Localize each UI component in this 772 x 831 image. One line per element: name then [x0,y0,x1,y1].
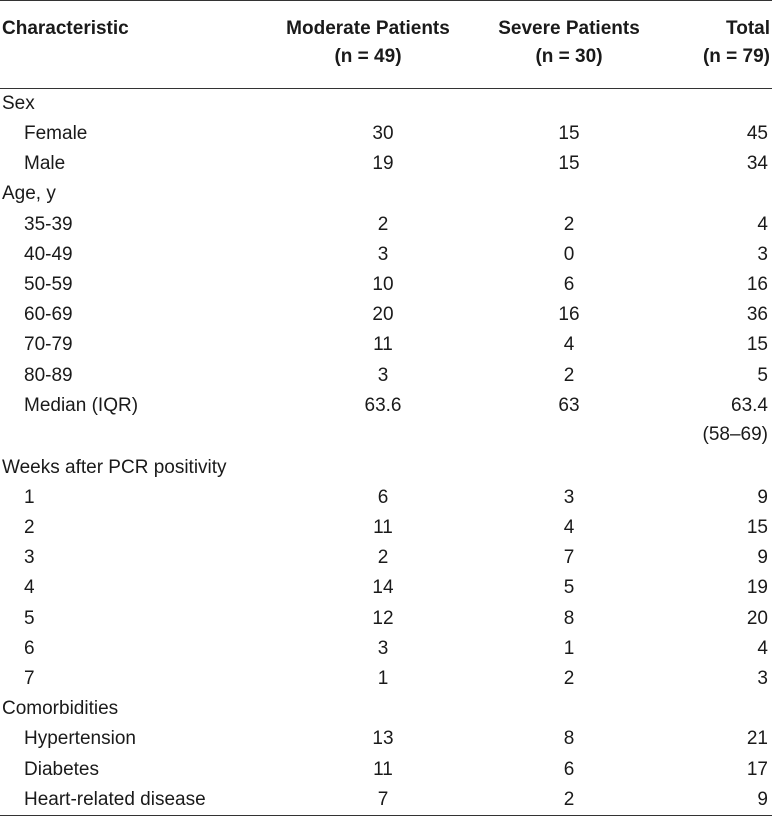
table-row [0,119,772,149]
cell-total: 3 [757,668,768,689]
header-total-title: Total [726,18,770,39]
median-total-iqr: (58–69) [702,423,768,445]
cell-severe: 3 [563,486,575,508]
table-row [0,724,772,754]
table-row [0,270,772,300]
row-label: 50-59 [24,273,73,295]
cell-total: 3 [757,243,768,265]
cell-severe: 0 [563,243,575,265]
cell-moderate: 7 [262,785,474,816]
row-label: 70-79 [24,334,73,356]
cell-severe: 63 [558,394,580,416]
cell-severe: 2 [563,213,575,235]
section-row-comorbidities [0,694,772,724]
cell-moderate: 11 [373,758,393,780]
cell-total: 17 [746,758,768,780]
table-row [0,543,772,573]
cell-total: 19 [746,577,768,599]
row-label: Diabetes [24,758,99,780]
header-moderate-title: Moderate Patients [286,18,450,39]
cell-severe: 16 [558,304,580,326]
header-severe-n: (n = 30) [535,46,603,67]
cell-moderate: 14 [372,577,394,599]
row-label: 80-89 [24,364,73,386]
row-label: 35-39 [24,213,73,235]
section-row-age [0,179,772,209]
cell-moderate: 3 [377,243,389,265]
table-row [0,300,772,330]
cell-moderate: 1 [377,668,389,689]
section-row-sex [0,89,772,120]
cell-moderate: 10 [372,273,394,295]
cell-moderate: 63.6 [364,394,402,416]
header-severe-title: Severe Patients [498,18,640,39]
table-row [0,634,772,664]
table-row [0,513,772,543]
table-row [0,330,772,360]
header-total-n: (n = 79) [702,46,770,67]
cell-severe: 15 [558,153,580,175]
cell-moderate: 19 [372,153,394,175]
cell-severe: 15 [558,123,580,144]
cell-total [664,391,772,453]
cell-severe: 4 [563,334,575,356]
row-label: 7 [24,668,35,689]
row-label: 40-49 [24,243,73,265]
header-severe [474,1,664,89]
table-row [0,664,772,694]
section-label: Sex [2,93,35,114]
section-label: Age, y [2,183,56,205]
cell-total: 20 [746,607,768,629]
table-row-median [0,391,772,453]
row-label: Hypertension [24,728,136,750]
cell-severe: 2 [474,785,664,816]
table-row [0,149,772,179]
table-row [0,573,772,603]
cell-severe: 4 [563,517,575,539]
row-label: 60-69 [24,304,73,326]
table-row [0,755,772,785]
cell-severe: 1 [563,637,575,659]
cell-total: 4 [757,213,768,235]
cell-moderate: 12 [372,607,394,629]
header-total [664,1,772,89]
row-label: 2 [24,517,35,539]
header-moderate-n: (n = 49) [334,46,402,67]
cell-moderate: 20 [372,304,394,326]
cell-total: 9 [757,547,768,569]
cell-moderate: 2 [377,547,389,569]
cell-severe: 2 [563,668,575,689]
cell-severe: 8 [563,728,575,750]
row-label: Male [24,153,66,175]
cell-severe: 8 [563,607,575,629]
section-label: Comorbidities [2,698,119,720]
cell-total: 45 [746,123,768,144]
table-row [0,210,772,240]
table-row [0,483,772,513]
row-label: Heart-related disease [0,785,262,816]
cell-severe: 5 [563,577,575,599]
cell-severe: 2 [563,364,575,386]
row-label: 5 [24,607,35,629]
cell-severe: 7 [563,547,575,569]
cell-moderate: 2 [377,213,389,235]
section-row-weeks [0,453,772,483]
cell-total: 15 [746,334,768,356]
cell-total: 16 [746,273,768,295]
cell-total: 15 [746,517,768,539]
cell-severe: 6 [563,758,575,780]
header-moderate [262,1,474,89]
cell-severe: 6 [563,273,575,295]
row-label: 3 [24,547,35,569]
header-row [0,1,772,89]
row-label: Female [24,123,88,144]
row-label: 6 [24,637,35,659]
cell-moderate: 13 [372,728,394,750]
cell-total: 9 [757,486,768,508]
cell-total: 9 [664,785,772,816]
cell-total: 36 [746,304,768,326]
cell-moderate: 11 [373,334,393,356]
cell-moderate: 11 [373,517,393,539]
row-label: 4 [24,577,35,599]
row-label: Median (IQR) [24,394,139,416]
cell-total: 4 [757,637,768,659]
cell-total: 21 [746,728,768,750]
cell-total: 5 [757,364,768,386]
cell-moderate: 3 [377,637,389,659]
table-row [0,785,772,816]
cell-moderate: 6 [377,486,389,508]
table-row [0,240,772,270]
cell-total: 34 [746,153,768,175]
header-characteristic: Characteristic [2,18,129,39]
median-total-value: 63.4 [731,394,768,416]
cell-moderate: 3 [377,364,389,386]
section-label: Weeks after PCR positivity [2,456,227,478]
row-label: 1 [24,486,35,508]
table-row [0,361,772,391]
cell-moderate: 30 [372,123,394,144]
table-row [0,604,772,634]
